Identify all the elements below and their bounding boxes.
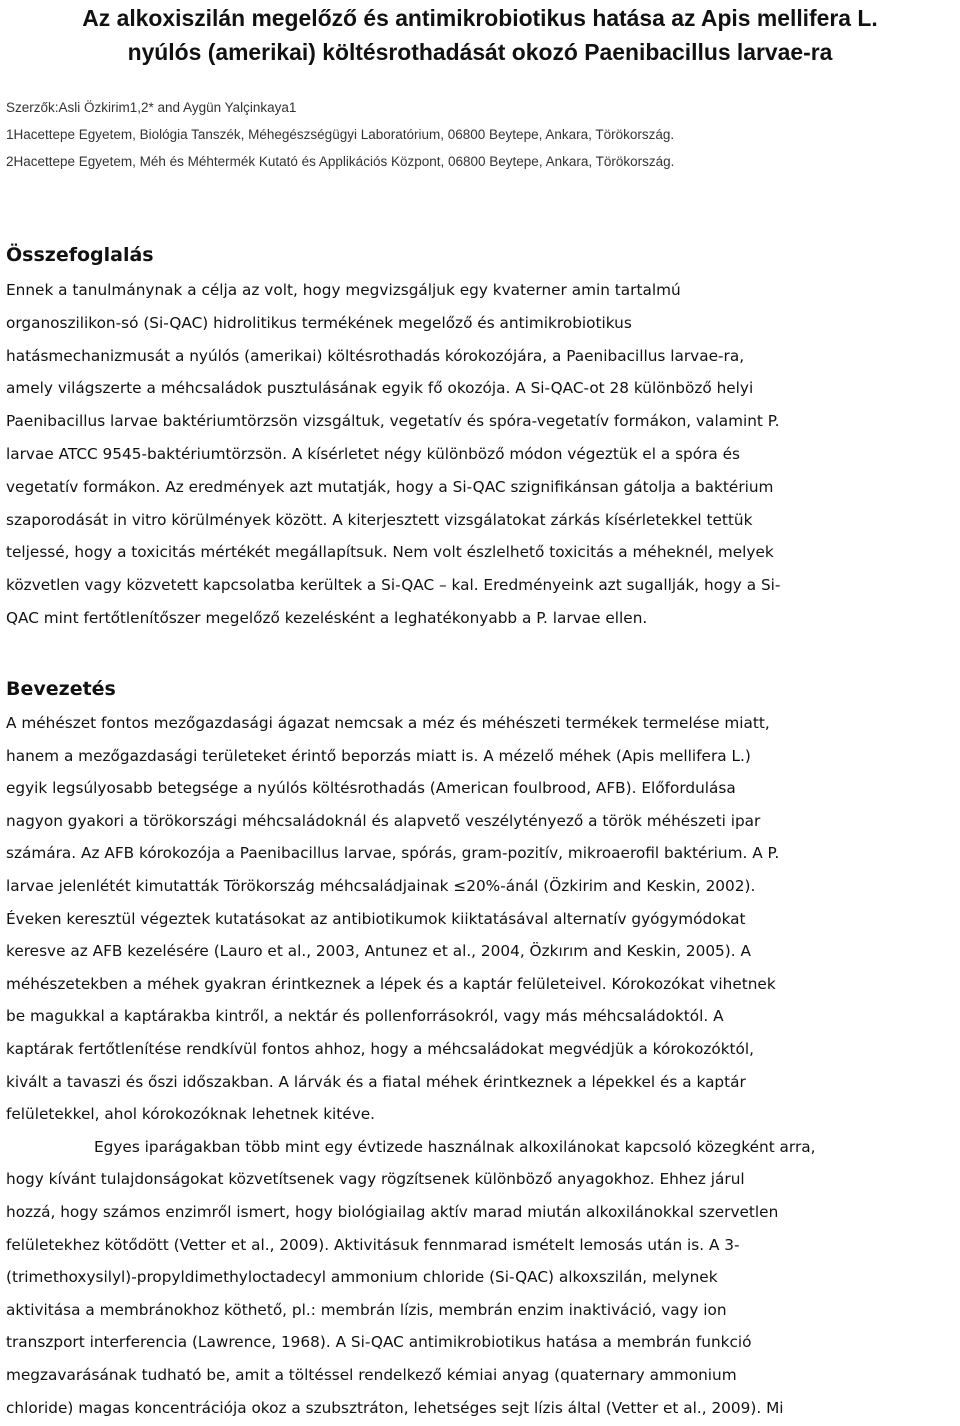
- intro-line: (trimethoxysilyl)-propyldimethyloctadecyl ammonium chloride (Si-QAC) alkoxszilán, melynek: [6, 1268, 718, 1287]
- intro-line: egyik legsúlyosabb betegsége a nyúlós költésrothadás (American foulbrood, AFB). Előfordulása: [6, 779, 736, 798]
- paper-title-line-2: nyúlós (amerikai) költésrothadását okozó Paenibacillus larvae-ra: [127, 39, 833, 65]
- intro-line: felületekkel, ahol kórokozóknak lehetnek kitéve.: [6, 1105, 376, 1124]
- abstract-line: teljessé, hogy a toxicitás mértékét megállapítsuk. Nem volt észlelhető toxicitás a méheknél, melyek: [6, 543, 774, 562]
- intro-line: hogy kívánt tulajdonságokat közvetítsenek vagy rögzítsenek különböző anyagokhoz. Ehhez járul: [6, 1170, 745, 1189]
- intro-line: Éveken keresztül végeztek kutatásokat az antibiotikumok kiiktatásával alternatív gyógymódokat: [6, 909, 746, 928]
- affiliation-1: 1Hacettepe Egyetem, Biológia Tanszék, Méhegészségügyi Laboratórium, 06800 Beytepe, Ankara, Törökország.: [6, 127, 675, 142]
- abstract-line: larvae ATCC 9545-baktériumtörzsön. A kísérletet négy különböző módon végeztük el a spóra és: [6, 445, 741, 463]
- intro-line: A méhészet fontos mezőgazdasági ágazat nemcsak a méz és méhészeti termékek termelése miatt,: [6, 714, 770, 732]
- abstract-line: hatásmechanizmusát a nyúlós (amerikai) költésrothadás kórokozójára, a Paenibacillus larvae-ra,: [6, 346, 745, 365]
- abstract-line: Ennek a tanulmánynak a célja az volt, hogy megvizsgáljuk egy kvaterner amin tartalmú: [6, 281, 681, 299]
- intro-line: hozzá, hogy számos enzimről ismert, hogy biológiailag aktív marad miután alkoxilánokkal szervetlen: [6, 1203, 779, 1221]
- abstract-heading: Összefoglalás: [6, 244, 154, 266]
- intro-line: larvae jelenlétét kimutatták Törökország méhcsaládjainak ≤20%-ánál (Özkirim and Keskin, 2002).: [6, 877, 756, 895]
- intro-line: méhészetekben a méhek gyakran érintkeznek a lépek és a kaptár felületeivel. Kórokozókat vihetnek: [6, 974, 776, 993]
- introduction-heading: Bevezetés: [6, 678, 116, 700]
- abstract-line: QAC mint fertőtlenítőszer megelőző kezelésként a leghatékonyabb a P. larvae ellen.: [6, 609, 648, 627]
- intro-line: nagyon gyakori a törökországi méhcsaládoknál és alapvető veszélytényező a török méhészeti ipar: [6, 811, 761, 830]
- intro-line: megzavarásának tudható be, amit a töltéssel rendelkező kémiai anyag (quaternary ammonium: [6, 1366, 737, 1384]
- abstract-line: organoszilikon-só (Si-QAC) hidrolitikus termékének megelőző és antimikrobiotikus: [6, 313, 632, 332]
- abstract-line: közvetlen vagy közvetett kapcsolatba kerültek a Si-QAC – kal. Eredményeink azt sugallják, hogy a Si-: [6, 576, 781, 595]
- intro-line: keresve az AFB kezelésére (Lauro et al., 2003, Antunez et al., 2004, Özkırım and Keskin, 2005). A: [6, 942, 751, 961]
- intro-line: kaptárak fertőtlenítése rendkívül fontos ahhoz, hogy a méhcsaládokat megvédjük a kórokozóktól,: [6, 1040, 755, 1058]
- intro-line: kivált a tavaszi és őszi időszakban. A lárvák és a fiatal méhek érintkeznek a lépekkel és a kaptár: [6, 1072, 746, 1091]
- intro-line: aktivitása a membránokhoz köthető, pl.: membrán lízis, membrán enzim inaktiváció, vagy ion: [6, 1300, 727, 1319]
- abstract-line: szaporodását in vitro körülmények között. A kiterjesztett vizsgálatokat zárkás kísérletekkel tettük: [6, 510, 753, 529]
- intro-line: Egyes iparágakban több mint egy évtizede használnak alkoxilánokat kapcsoló közegként arra,: [94, 1137, 816, 1156]
- intro-line: chloride) magas koncentrációja okoz a szubsztráton, lehetséges sejt lízis által (Vetter et al., 2009). Mi: [6, 1398, 784, 1417]
- intro-line: hanem a mezőgazdasági területeket érintő beporzás miatt is. A mézelő méhek (Apis mellifera L.): [6, 746, 751, 765]
- intro-line: be magukkal a kaptárakba kintről, a nektár és pollenforrásokról, vagy más méhcsaládoktól. A: [6, 1007, 724, 1026]
- affiliation-2: 2Hacettepe Egyetem, Méh és Méhtermék Kutató és Applikációs Központ, 06800 Beytepe, Ankara, Törökország.: [6, 154, 675, 169]
- abstract-line: amely világszerte a méhcsaládok pusztulásának egyik fő okozója. A Si-QAC-ot 28 különböző helyi: [6, 379, 754, 398]
- abstract-line: Paenibacillus larvae baktériumtörzsön vizsgáltuk, vegetatív és spóra-vegetatív formákon, valamint P.: [6, 412, 780, 431]
- paper-title-line-1: Az alkoxiszilán megelőző és antimikrobiotikus hatása az Apis mellifera L.: [82, 5, 878, 31]
- intro-line: transzport interferencia (Lawrence, 1968). A Si-QAC antimikrobiotikus hatása a membrán funkció: [6, 1333, 752, 1352]
- authors-line: Szerzők:Asli Özkirim1,2* and Aygün Yalçinkaya1: [6, 100, 297, 115]
- intro-line: számára. Az AFB kórokozója a Paenibacillus larvae, spórás, gram-pozitív, mikroaerofil baktérium. A P.: [6, 844, 780, 863]
- intro-line: felületekhez kötődött (Vetter et al., 2009). Aktivitásuk fennmarad ismételt lemosás után is. A 3-: [6, 1235, 740, 1254]
- abstract-line: vegetatív formákon. Az eredmények azt mutatják, hogy a Si-QAC szignifikánsan gátolja a baktérium: [6, 477, 774, 496]
